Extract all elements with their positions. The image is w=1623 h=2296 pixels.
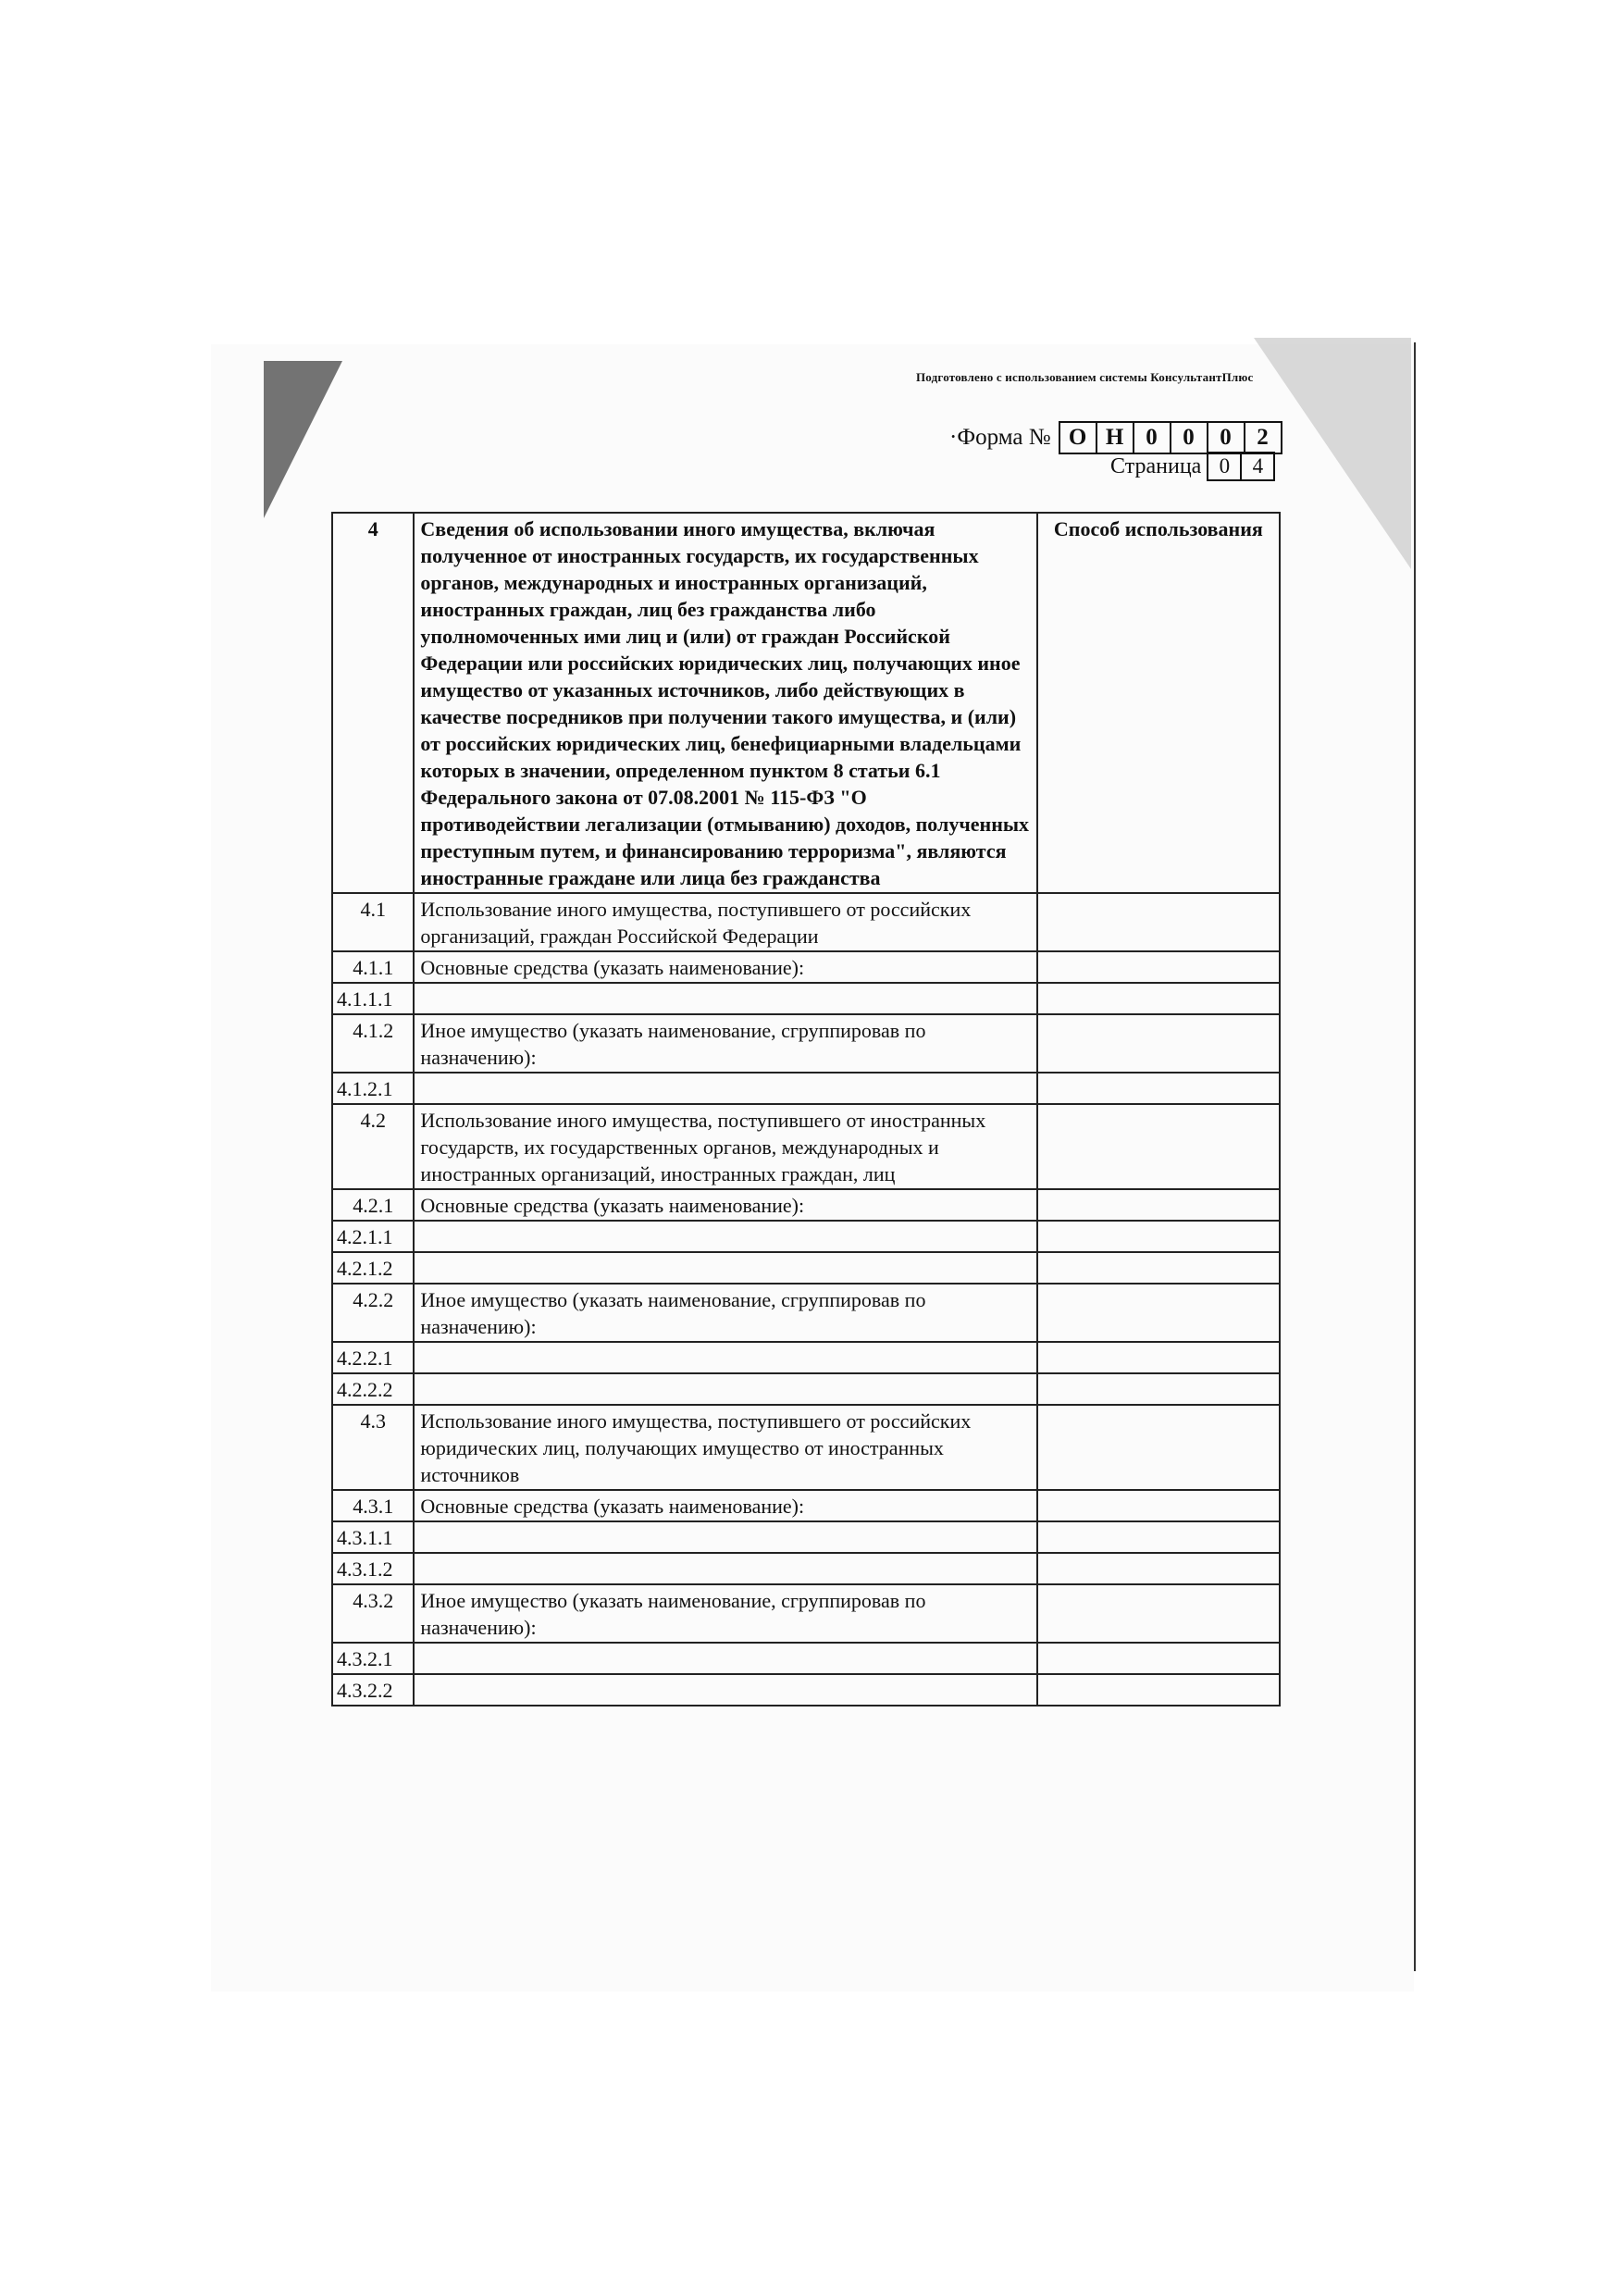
row-description: Основные средства (указать наименование): [414, 1490, 1036, 1521]
usage-method-cell[interactable] [1037, 1014, 1280, 1073]
form-number-box: 0 [1207, 421, 1245, 454]
usage-method-header: Способ использования [1037, 513, 1280, 893]
usage-method-cell[interactable] [1037, 1189, 1280, 1221]
form-number [949, 421, 1282, 454]
row-number: 4.1.1 [332, 951, 414, 983]
table-row [332, 1643, 1280, 1674]
table-row [332, 1073, 1280, 1104]
row-number: 4.1.2 [332, 1014, 414, 1073]
table-row [332, 1221, 1280, 1252]
row-description[interactable] [414, 1674, 1036, 1706]
table-row [332, 1014, 1280, 1073]
usage-method-cell[interactable] [1037, 1405, 1280, 1490]
row-description: Использование иного имущества, поступившего от иностранных государств, их государственных органов, международных и иностранных организаций, иностранных граждан, лиц [414, 1104, 1036, 1189]
usage-method-cell[interactable] [1037, 893, 1280, 951]
table-row [332, 1252, 1280, 1284]
table-row [332, 951, 1280, 983]
usage-method-cell[interactable] [1037, 1373, 1280, 1405]
page-number-box: 0 [1207, 452, 1242, 481]
row-number: 4.1.1.1 [332, 983, 414, 1014]
usage-method-cell[interactable] [1037, 951, 1280, 983]
usage-method-cell[interactable] [1037, 1252, 1280, 1284]
usage-method-cell[interactable] [1037, 1490, 1280, 1521]
table-row [332, 1284, 1280, 1342]
row-number: 4.1.2.1 [332, 1073, 414, 1104]
table-row [332, 1104, 1280, 1189]
row-description[interactable] [414, 1553, 1036, 1584]
table-row [332, 983, 1280, 1014]
table-row [332, 1674, 1280, 1706]
section-number: 4 [332, 513, 414, 893]
page-number [1110, 452, 1275, 481]
row-number: 4.3.2.2 [332, 1674, 414, 1706]
row-number: 4.3.2.1 [332, 1643, 414, 1674]
row-number: 4.2.1 [332, 1189, 414, 1221]
usage-method-cell[interactable] [1037, 1221, 1280, 1252]
source-note: Подготовлено с использованием системы КонсультантПлюс [916, 370, 1254, 384]
row-number: 4.1 [332, 893, 414, 951]
usage-method-cell[interactable] [1037, 1553, 1280, 1584]
row-number: 4.2.1.2 [332, 1252, 414, 1284]
row-description: Основные средства (указать наименование): [414, 951, 1036, 983]
row-description[interactable] [414, 1521, 1036, 1553]
table-header-row [332, 513, 1280, 893]
table-row [332, 1189, 1280, 1221]
row-number: 4.3 [332, 1405, 414, 1490]
row-number: 4.2 [332, 1104, 414, 1189]
table-row [332, 1373, 1280, 1405]
row-description: Использование иного имущества, поступившего от российских юридических лиц, получающих имущество от иностранных источников [414, 1405, 1036, 1490]
page-number-box: 4 [1240, 452, 1275, 481]
form-number-box: 0 [1133, 421, 1171, 454]
table-row [332, 1405, 1280, 1490]
row-number: 4.2.1.1 [332, 1221, 414, 1252]
row-description[interactable] [414, 1373, 1036, 1405]
row-description[interactable] [414, 1221, 1036, 1252]
usage-method-cell[interactable] [1037, 1674, 1280, 1706]
property-usage-table [331, 512, 1281, 1706]
table-row [332, 1553, 1280, 1584]
row-description: Иное имущество (указать наименование, сгруппировав по назначению): [414, 1014, 1036, 1073]
table-row [332, 1490, 1280, 1521]
usage-method-cell[interactable] [1037, 1342, 1280, 1373]
form-number-box: 0 [1170, 421, 1208, 454]
row-description[interactable] [414, 1643, 1036, 1674]
row-description: Основные средства (указать наименование): [414, 1189, 1036, 1221]
usage-method-cell[interactable] [1037, 983, 1280, 1014]
form-number-box: 2 [1244, 421, 1282, 454]
row-description: Иное имущество (указать наименование, сгруппировав по назначению): [414, 1284, 1036, 1342]
row-number: 4.2.2.2 [332, 1373, 414, 1405]
page-number-label: Страница [1110, 453, 1202, 478]
row-description[interactable] [414, 983, 1036, 1014]
usage-method-cell[interactable] [1037, 1104, 1280, 1189]
table-row [332, 1521, 1280, 1553]
usage-method-cell[interactable] [1037, 1284, 1280, 1342]
row-number: 4.3.1.1 [332, 1521, 414, 1553]
row-number: 4.3.1 [332, 1490, 414, 1521]
form-number-label: ·Форма № [949, 425, 1051, 450]
scan-shadow-top-left [264, 361, 342, 518]
row-description[interactable] [414, 1342, 1036, 1373]
row-description: Иное имущество (указать наименование, сгруппировав по назначению): [414, 1584, 1036, 1643]
section-description: Сведения об использовании иного имущества, включая полученное от иностранных государств, их государственных органов, международных и иностранных организаций, иностранных граждан, лиц без гражданства либо уполномоченных ими лиц и (или) от граждан Российской Федерации или российских юридических лиц, получающих иное имущество от указанных источников, либо действующих в качестве посредников при получении такого имущества, и (или) от российских юридических лиц, бенефициарными владельцами которых в значении, определенном пунктом 8 статьи 6.1 Федерального закона от 07.08.2001 № 115-ФЗ "О противодействии легализации (отмыванию) доходов, полученных преступным путем, и финансированию терроризма", являются иностранные граждане или лица без гражданства [414, 513, 1036, 893]
usage-method-cell[interactable] [1037, 1584, 1280, 1643]
table-row [332, 893, 1280, 951]
row-number: 4.3.2 [332, 1584, 414, 1643]
sheet-right-edge [1414, 342, 1416, 1971]
row-description[interactable] [414, 1073, 1036, 1104]
row-number: 4.2.2.1 [332, 1342, 414, 1373]
row-description[interactable] [414, 1252, 1036, 1284]
usage-method-cell[interactable] [1037, 1521, 1280, 1553]
usage-method-cell[interactable] [1037, 1073, 1280, 1104]
table-row [332, 1584, 1280, 1643]
table-row [332, 1342, 1280, 1373]
usage-method-cell[interactable] [1037, 1643, 1280, 1674]
row-number: 4.2.2 [332, 1284, 414, 1342]
form-number-box: О [1059, 421, 1097, 454]
row-number: 4.3.1.2 [332, 1553, 414, 1584]
form-number-box: Н [1096, 421, 1134, 454]
row-description: Использование иного имущества, поступившего от российских организаций, граждан Российской Федерации [414, 893, 1036, 951]
